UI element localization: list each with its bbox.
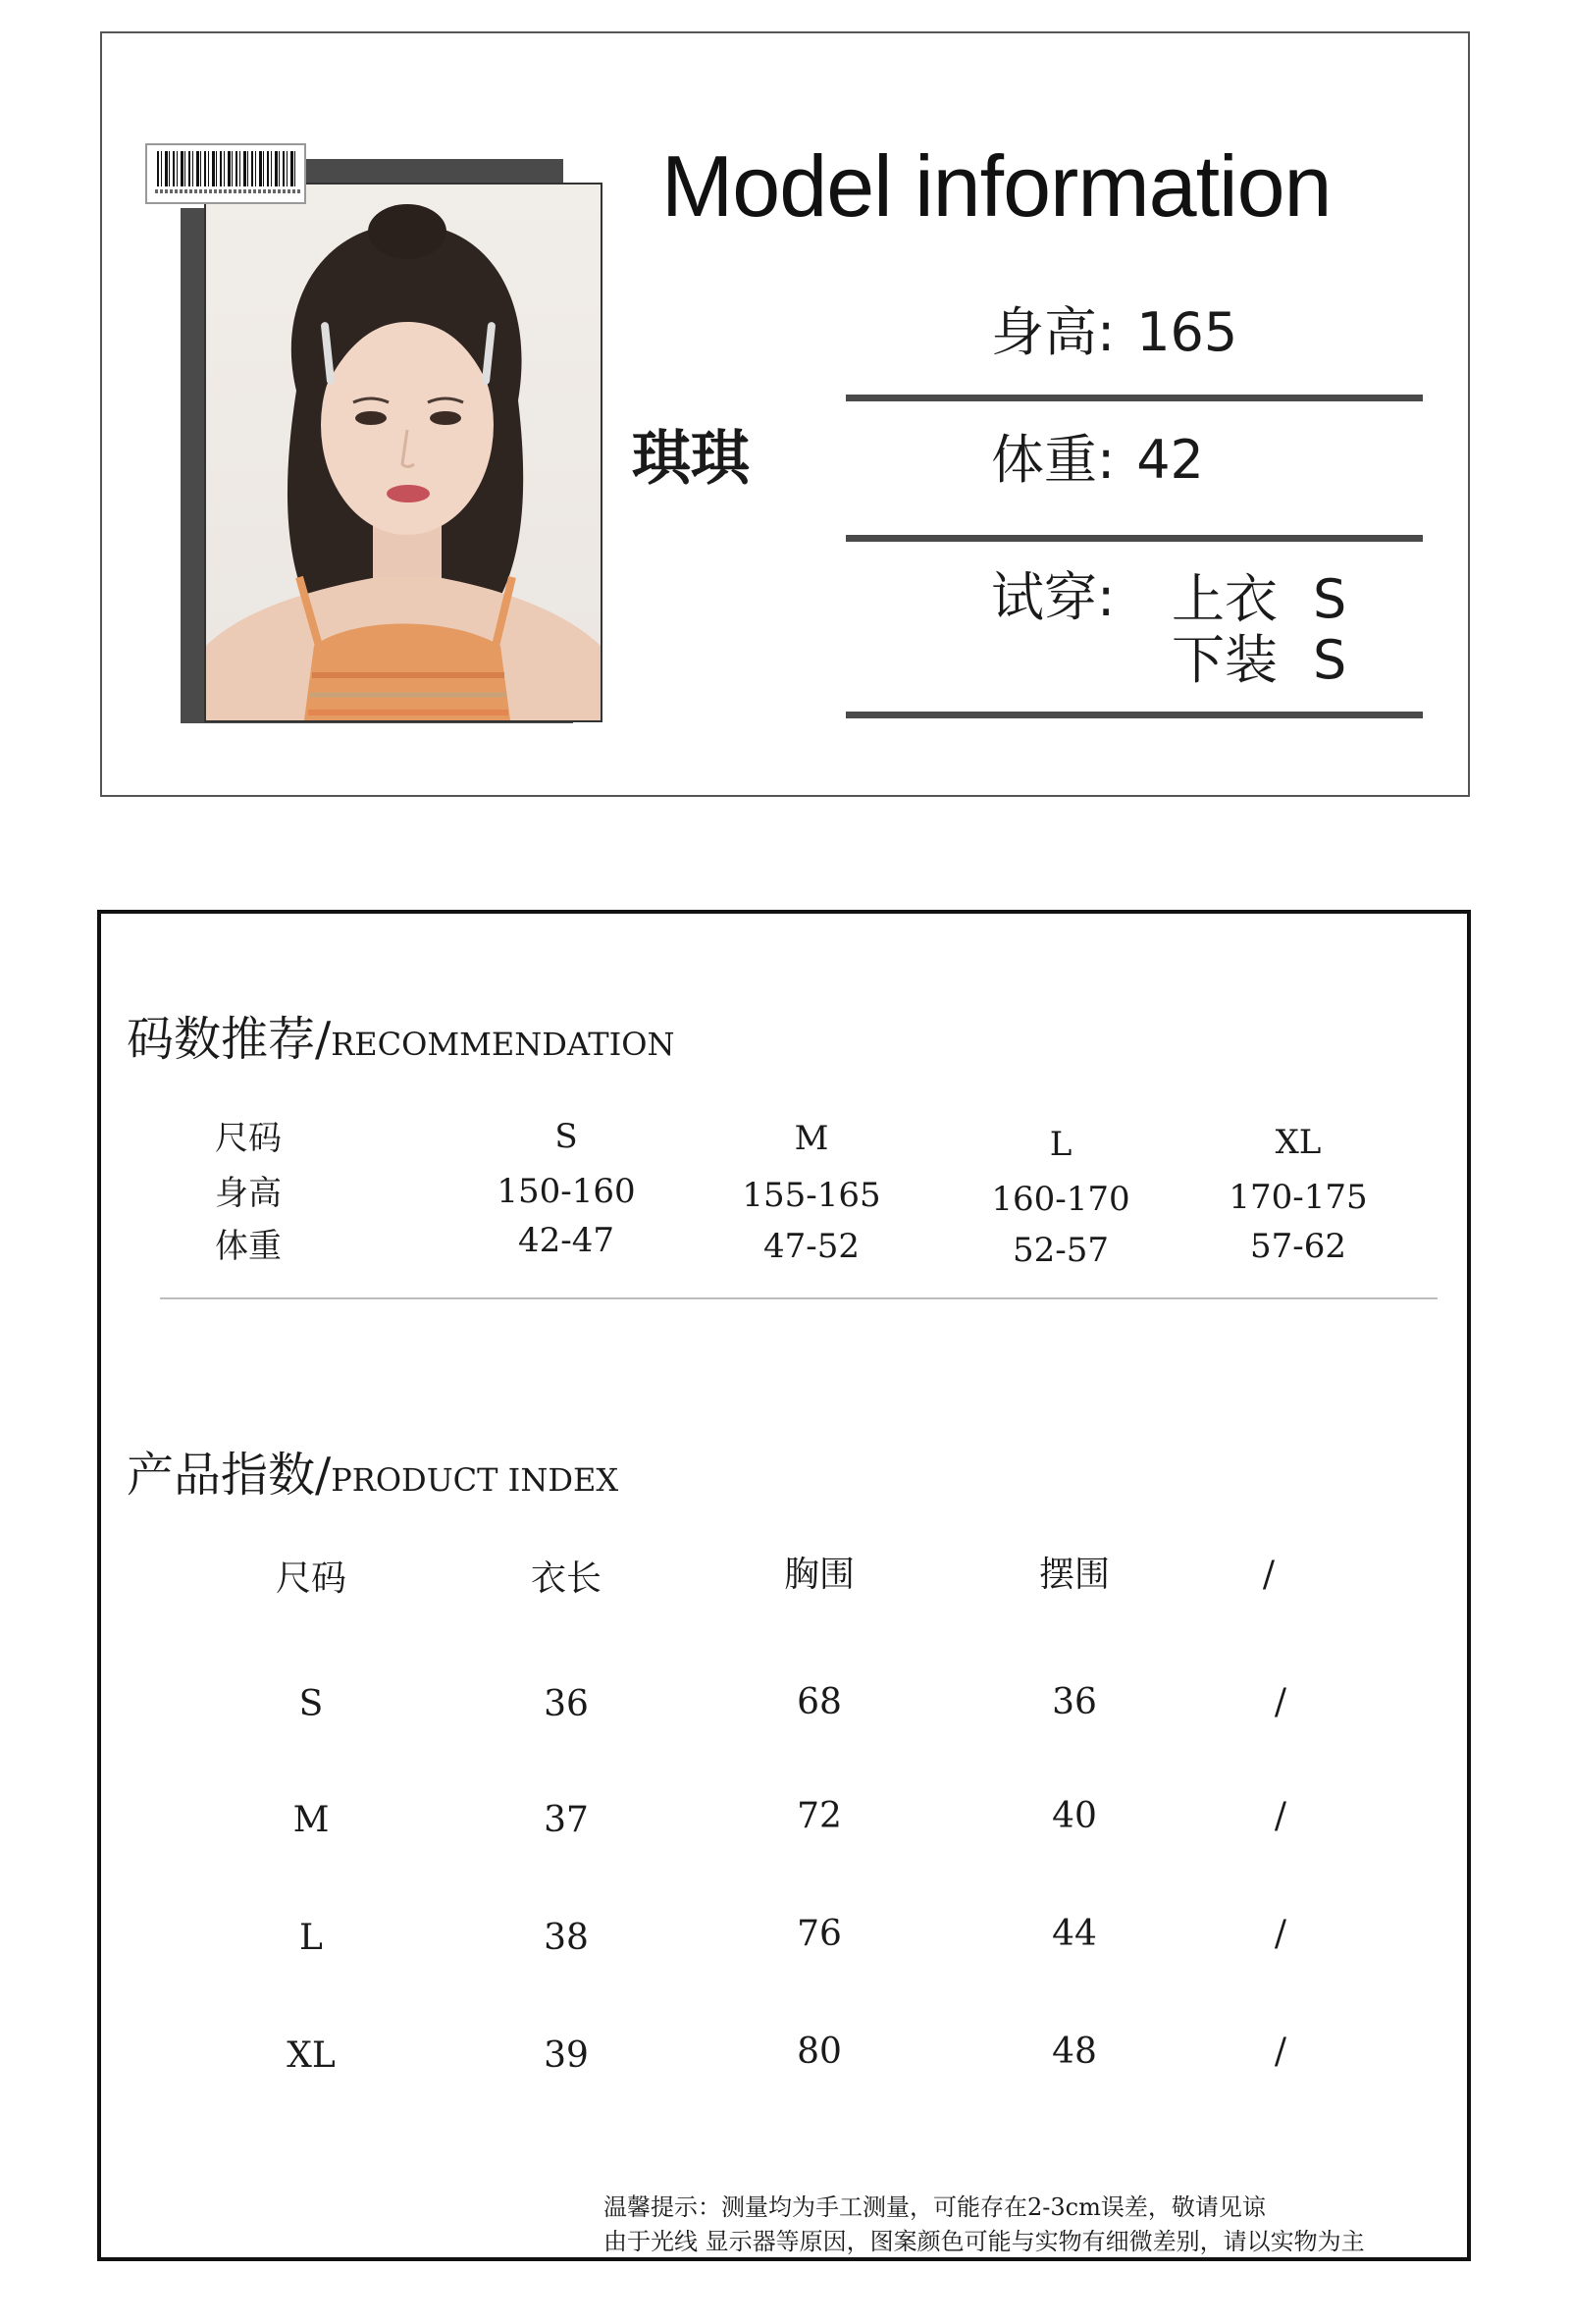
product-index-title-en: PRODUCT INDEX (331, 1461, 619, 1499)
rec-label-size: 尺码 (215, 1119, 282, 1158)
tryon-bottom-size: S (1313, 629, 1347, 691)
index-row-l-hem: 44 (1052, 1914, 1097, 1954)
index-row-xl-slash: / (1274, 2032, 1287, 2072)
tryon-row (991, 566, 1116, 628)
recommendation-title (127, 1012, 675, 1067)
index-row-xl-size: XL (287, 2035, 336, 2076)
rec-weight-s: 42-47 (517, 1221, 614, 1260)
index-row-xl-chest: 80 (797, 2032, 842, 2072)
index-header-chest: 胸围 (783, 1555, 855, 1595)
product-index-title-cn: 产品指数/ (127, 1448, 332, 1503)
index-header-size: 尺码 (275, 1558, 346, 1599)
tryon-label: 试穿: (991, 566, 1116, 628)
rec-height-xl: 170-175 (1229, 1178, 1368, 1217)
weight-row (991, 429, 1204, 491)
tryon-top-size: S (1313, 568, 1347, 630)
tryon-top (1172, 568, 1347, 630)
index-row-s-chest: 68 (797, 1682, 842, 1722)
index-row-l-slash: / (1274, 1914, 1287, 1954)
height-value: 165 (1136, 301, 1238, 363)
rec-height-l: 160-170 (991, 1180, 1130, 1219)
notice-line-2: 由于光线 显示器等原因，图案颜色可能与实物有细微差别，请以实物为主 (603, 2228, 1365, 2255)
notice-line-1: 温馨提示：测量均为手工测量，可能存在2-3cm误差，敬请见谅 (603, 2193, 1266, 2221)
rec-height-s: 150-160 (497, 1172, 636, 1211)
rec-size-l: L (1049, 1125, 1073, 1164)
model-name: 琪琪 (632, 425, 750, 494)
model-photo (204, 183, 602, 722)
recommendation-divider (160, 1297, 1438, 1299)
height-row (991, 301, 1238, 363)
tryon-top-item: 上衣 (1172, 568, 1278, 630)
divider-1 (846, 395, 1423, 401)
index-row-m-size: M (292, 1800, 330, 1840)
model-info-card (100, 31, 1470, 797)
index-header-length: 衣长 (530, 1558, 602, 1599)
index-row-l-size: L (299, 1918, 323, 1958)
index-row-l-length: 38 (544, 1918, 589, 1958)
index-row-m-hem: 40 (1052, 1796, 1097, 1836)
index-row-s-slash: / (1274, 1682, 1287, 1722)
index-row-s-hem: 36 (1052, 1682, 1097, 1722)
rec-label-height: 身高 (215, 1174, 282, 1213)
index-row-l-chest: 76 (797, 1914, 842, 1954)
rec-weight-l: 52-57 (1012, 1231, 1109, 1270)
index-row-m-chest: 72 (797, 1796, 842, 1836)
rec-size-m: M (794, 1119, 829, 1158)
barcode-bars (157, 151, 296, 186)
rec-label-weight: 体重 (215, 1227, 282, 1266)
rec-size-s: S (554, 1117, 578, 1156)
tryon-bottom (1172, 629, 1347, 691)
size-chart-card (97, 910, 1471, 2261)
height-label: 身高: (991, 301, 1116, 363)
rec-size-xl: XL (1275, 1123, 1322, 1162)
rec-height-m: 155-165 (742, 1176, 881, 1215)
model-info-title: Model information (661, 137, 1332, 235)
rec-weight-xl: 57-62 (1249, 1227, 1346, 1266)
index-row-s-size: S (298, 1684, 324, 1724)
weight-value: 42 (1136, 429, 1204, 491)
divider-2 (846, 535, 1423, 542)
barcode-digits (155, 189, 300, 193)
recommendation-title-cn: 码数推荐/ (127, 1012, 332, 1067)
index-row-s-length: 36 (544, 1684, 589, 1724)
index-header-hem: 摆围 (1038, 1555, 1110, 1595)
barcode-label (145, 143, 306, 204)
product-index-title (127, 1448, 619, 1503)
index-row-xl-length: 39 (544, 2035, 589, 2076)
divider-3 (846, 712, 1423, 718)
index-row-m-slash: / (1274, 1796, 1287, 1836)
tryon-bottom-item: 下装 (1172, 629, 1278, 691)
weight-label: 体重: (991, 429, 1116, 491)
index-header-slash: / (1262, 1555, 1276, 1595)
model-portrait-illustration (206, 185, 601, 720)
rec-weight-m: 47-52 (762, 1227, 860, 1266)
recommendation-title-en: RECOMMENDATION (331, 1026, 675, 1063)
index-row-xl-hem: 48 (1052, 2032, 1097, 2072)
photo-frame-bar (298, 159, 563, 185)
index-row-m-length: 37 (544, 1800, 589, 1840)
